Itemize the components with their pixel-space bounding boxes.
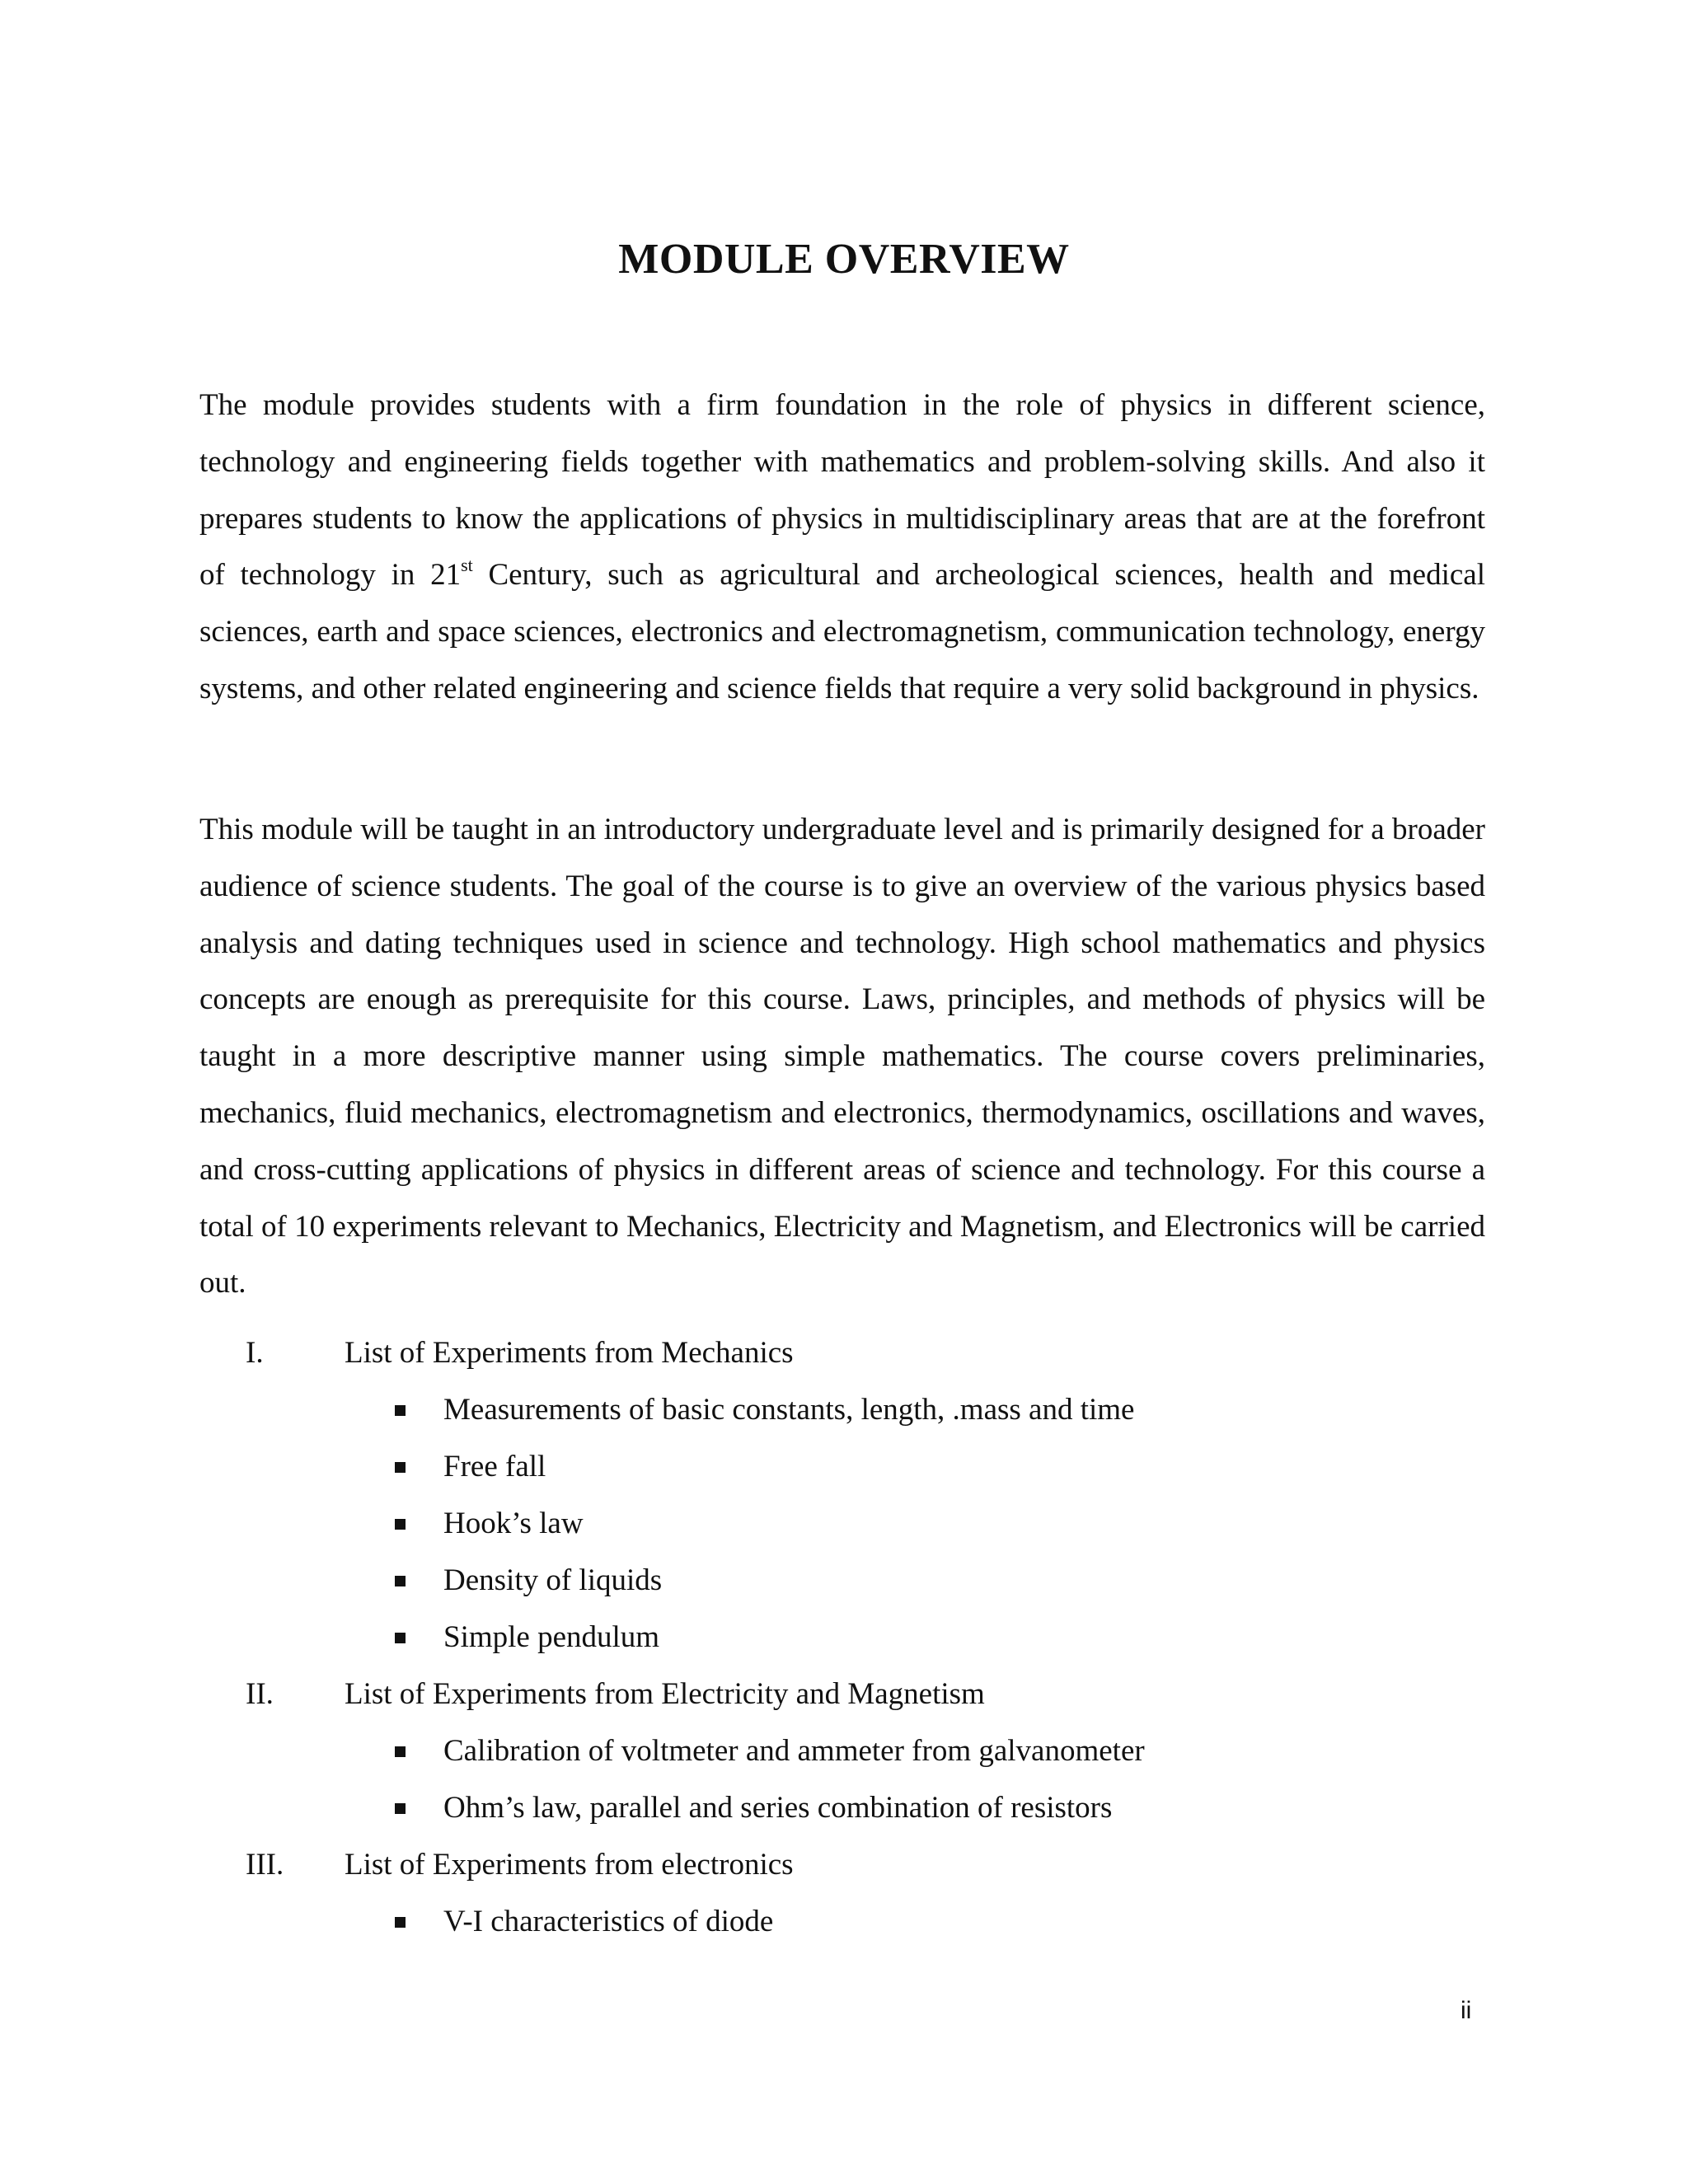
section-heading-label: List of Experiments from Mechanics xyxy=(345,1336,794,1370)
list-item xyxy=(0,1723,1688,1779)
century-ordinal-superscript: st xyxy=(461,555,473,576)
square-bullet-icon xyxy=(395,1405,406,1416)
square-bullet-icon xyxy=(395,1746,406,1757)
section-heading xyxy=(0,1837,1688,1893)
paragraph-1-text-start: The module provides students with a firm foundation in the role of physics in different science, technology and engineering fields together with mathematics and problem-solving skills. And also it prepares students to know the applications of physics in multidisciplinary areas that are at the forefront of technology in 21 xyxy=(199,388,1485,593)
list-item xyxy=(0,1382,1688,1438)
paragraph-1-text-end: Century, such as agricultural and archeological sciences, health and medical sciences, earth and space sciences, electronics and electromagnetism, communication technology, energy systems, and other related engineering and science fields that require a very solid background in physics. xyxy=(199,558,1485,705)
list-item-label: V-I characteristics of diode xyxy=(443,1905,774,1938)
list-item xyxy=(0,1780,1688,1836)
square-bullet-icon xyxy=(395,1462,406,1473)
square-bullet-icon xyxy=(395,1633,406,1643)
square-bullet-icon xyxy=(395,1917,406,1928)
page-title: MODULE OVERVIEW xyxy=(618,236,1070,283)
list-item-label: Simple pendulum xyxy=(443,1620,660,1654)
section-numeral: I. xyxy=(246,1336,264,1370)
square-bullet-icon xyxy=(395,1803,406,1814)
list-item xyxy=(0,1553,1688,1609)
overview-paragraph-2: This module will be taught in an introductory undergraduate level and is primarily designed for a broader audience of science students. The goal of the course is to give an overview of the various physics based analysis and dating techniques used in science and technology. High school mathematics and physics concepts are enough as prerequisite for this course. Laws, principles, and methods of physics will be taught in a more descriptive manner using simple mathematics. The course covers preliminaries, mechanics, fluid mechanics, electromagnetism and electronics, thermodynamics, oscillations and waves, and cross-cutting applications of physics in different areas of science and technology. For this course a total of 10 experiments relevant to Mechanics, Electricity and Magnetism, and Electronics will be carried out. xyxy=(199,813,1485,1301)
list-item-label: Density of liquids xyxy=(443,1563,663,1597)
section-heading xyxy=(0,1325,1688,1381)
list-item xyxy=(0,1610,1688,1666)
section-heading-label: List of Experiments from electronics xyxy=(345,1848,794,1882)
list-item-label: Measurements of basic constants, length, .mass and time xyxy=(443,1393,1135,1427)
list-item xyxy=(0,1439,1688,1495)
list-item-label: Calibration of voltmeter and ammeter from galvanometer xyxy=(443,1734,1145,1768)
overview-paragraph-1 xyxy=(199,377,1485,718)
section-numeral: III. xyxy=(246,1848,284,1882)
list-item xyxy=(0,1894,1688,1950)
list-item-label: Ohm’s law, parallel and series combination of resistors xyxy=(443,1791,1113,1825)
page-number: ii xyxy=(1461,1997,1472,2024)
square-bullet-icon xyxy=(395,1519,406,1530)
square-bullet-icon xyxy=(395,1576,406,1586)
list-item xyxy=(0,1496,1688,1552)
section-heading-label: List of Experiments from Electricity and Magnetism xyxy=(345,1677,985,1711)
list-item-label: Hook’s law xyxy=(443,1507,584,1540)
section-heading xyxy=(0,1666,1688,1722)
section-numeral: II. xyxy=(246,1677,274,1711)
list-item-label: Free fall xyxy=(443,1450,546,1483)
